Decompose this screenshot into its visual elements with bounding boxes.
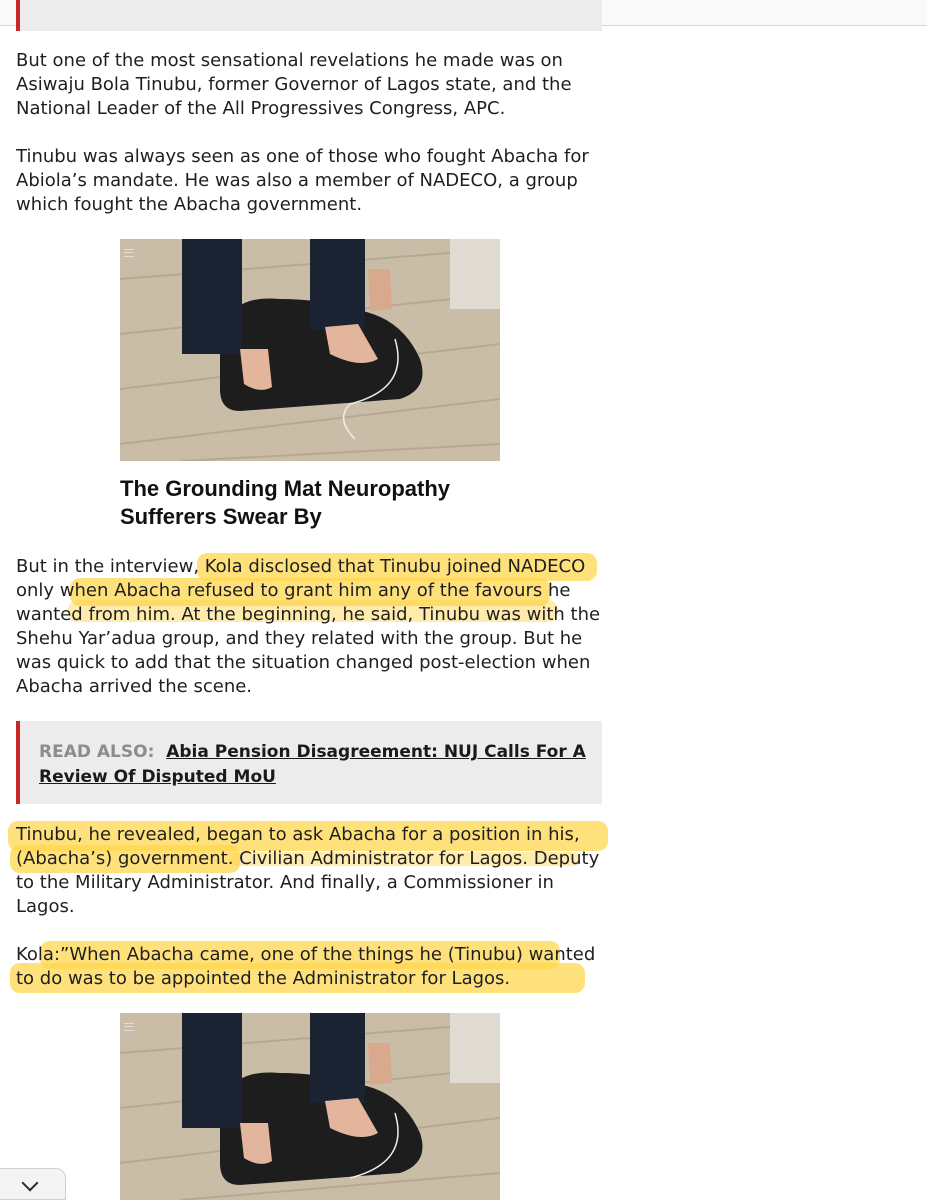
ad-image[interactable] <box>120 239 500 461</box>
collapse-toolbar-button[interactable] <box>0 1168 66 1200</box>
ad-title[interactable]: The Grounding Mat Neuropathy Sufferers Swear By <box>120 476 450 529</box>
ad-image[interactable] <box>120 1013 500 1200</box>
chevron-down-icon <box>22 1175 39 1192</box>
quote-box-remnant <box>16 0 602 31</box>
article-paragraph-3: But in the interview, Kola disclosed that Tinubu joined NADECO only when Abacha refused to grant him any of the favours he wanted from him. At the beginning, he said, Tinubu was with the Shehu Yar’adua group, and they related with the group. But he was quick to add that the situation changed post-election when Abacha arrived the scene. <box>16 556 601 697</box>
grip-icon <box>124 1023 134 1031</box>
read-also-label: READ ALSO: <box>39 742 155 762</box>
article-paragraph-4: Tinubu, he revealed, began to ask Abacha for a position in his, (Abacha’s) government. Civilian Administrator for Lagos. Deputy to the Military Administrator. And finally, a Commissioner in Lagos. <box>16 824 600 917</box>
grip-icon <box>124 249 134 257</box>
read-also-box <box>16 721 602 804</box>
article-paragraph-2: Tinubu was always seen as one of those who fought Abacha for Abiola’s mandate. He was also a member of NADECO, a group which fought the Abacha government. <box>16 146 589 215</box>
article-paragraph-5: Kola:”When Abacha came, one of the things he (Tinubu) wanted to do was to be appointed the Administrator for Lagos. <box>16 944 596 989</box>
read-also-link[interactable]: Abia Pension Disagreement: NUJ Calls For A Review Of Disputed MoU <box>39 742 586 787</box>
article-paragraph-1: But one of the most sensational revelations he made was on Asiwaju Bola Tinubu, former Governor of Lagos state, and the National Leader of the All Progressives Congress, APC. <box>16 50 572 119</box>
